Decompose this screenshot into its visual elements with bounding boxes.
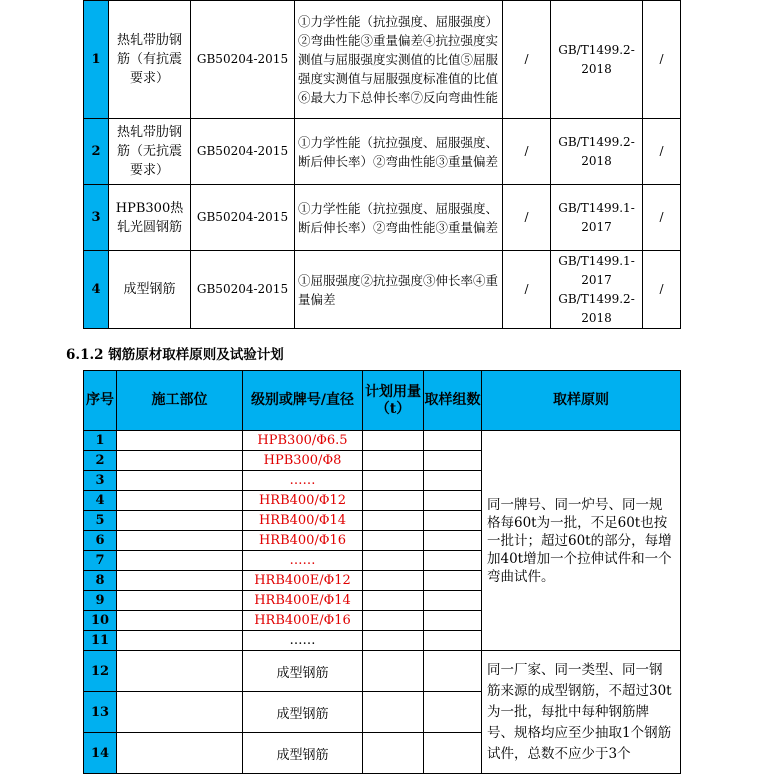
header-part: 施工部位	[117, 371, 243, 431]
grade-diameter: 成型钢筋	[243, 692, 363, 733]
grade-diameter: HRB400E/Φ14	[243, 591, 363, 611]
row-number: 9	[84, 591, 117, 611]
grade-diameter: ……	[243, 551, 363, 571]
row-number: 3	[84, 471, 117, 491]
material-name: 热轧带肋钢筋（有抗震要求）	[109, 1, 191, 119]
row-number: 3	[84, 185, 109, 251]
planned-amount	[363, 631, 424, 651]
test-parameters: ①力学性能（抗拉强度、屈服强度）②弯曲性能③重量偏差④抗拉强度实测值与屈服强度实测值的比值⑤屈服强度实测值与屈服强度标准值的比值⑥最大力下总伸长率⑦反向弯曲性能	[295, 1, 503, 119]
construction-part	[117, 733, 243, 774]
construction-part	[117, 571, 243, 591]
planned-amount	[363, 531, 424, 551]
sample-groups	[424, 531, 482, 551]
acceptance-standard: GB50204-2015	[191, 1, 295, 119]
grade-diameter: ……	[243, 631, 363, 651]
planned-amount	[363, 611, 424, 631]
cell-slash: /	[643, 185, 681, 251]
table-row	[84, 185, 681, 251]
row-number: 7	[84, 551, 117, 571]
row-number: 14	[84, 733, 117, 774]
grade-diameter: HRB400/Φ12	[243, 491, 363, 511]
sampling-plan-table	[83, 370, 681, 774]
row-number: 1	[84, 431, 117, 451]
material-name: 热轧带肋钢筋（无抗震要求）	[109, 119, 191, 185]
test-items-table	[83, 0, 681, 329]
test-parameters: ①力学性能（抗拉强度、屈服强度、断后伸长率）②弯曲性能③重量偏差	[295, 119, 503, 185]
header-groups: 取样组数	[424, 371, 482, 431]
construction-part	[117, 531, 243, 551]
sample-groups	[424, 631, 482, 651]
sample-groups	[424, 591, 482, 611]
construction-part	[117, 591, 243, 611]
product-standard: GB/T1499.2-2018	[551, 119, 643, 185]
material-name: HPB300热轧光圆钢筋	[109, 185, 191, 251]
row-number: 13	[84, 692, 117, 733]
cell-slash: /	[503, 185, 551, 251]
row-number: 5	[84, 511, 117, 531]
grade-diameter: HPB300/Φ8	[243, 451, 363, 471]
sample-groups	[424, 733, 482, 774]
construction-part	[117, 511, 243, 531]
planned-amount	[363, 692, 424, 733]
sample-groups	[424, 451, 482, 471]
construction-part	[117, 651, 243, 692]
planned-amount	[363, 591, 424, 611]
construction-part	[117, 491, 243, 511]
sample-groups	[424, 551, 482, 571]
acceptance-standard: GB50204-2015	[191, 119, 295, 185]
cell-slash: /	[643, 251, 681, 329]
grade-diameter: HRB400E/Φ16	[243, 611, 363, 631]
sample-groups	[424, 471, 482, 491]
grade-diameter: HRB400/Φ14	[243, 511, 363, 531]
planned-amount	[363, 571, 424, 591]
construction-part	[117, 692, 243, 733]
construction-part	[117, 551, 243, 571]
planned-amount	[363, 733, 424, 774]
sample-groups	[424, 511, 482, 531]
header-rule: 取样原则	[482, 371, 681, 431]
construction-part	[117, 471, 243, 491]
planned-amount	[363, 551, 424, 571]
row-number: 8	[84, 571, 117, 591]
sampling-rule-rebar: 同一牌号、同一炉号、同一规格每60t为一批，不足60t也按一批计；超过60t的部分，每增加40t增加一个拉伸试件和一个弯曲试件。	[482, 431, 681, 651]
sample-groups	[424, 571, 482, 591]
row-number: 11	[84, 631, 117, 651]
test-parameters: ①屈服强度②抗拉强度③伸长率④重量偏差	[295, 251, 503, 329]
grade-diameter: ……	[243, 471, 363, 491]
sample-groups	[424, 611, 482, 631]
planned-amount	[363, 471, 424, 491]
sampling-rule-formed-rebar: 同一厂家、同一类型、同一钢筋来源的成型钢筋，不超过30t为一批，每批中每种钢筋牌号、规格均应至少抽取1个钢筋试件，总数不应少于3个	[482, 651, 681, 774]
row-number: 4	[84, 491, 117, 511]
sample-groups	[424, 431, 482, 451]
grade-diameter: HRB400/Φ16	[243, 531, 363, 551]
cell-slash: /	[643, 119, 681, 185]
product-standard: GB/T1499.1-2017 GB/T1499.2-2018	[551, 251, 643, 329]
row-number: 4	[84, 251, 109, 329]
grade-diameter: HRB400E/Φ12	[243, 571, 363, 591]
grade-diameter: 成型钢筋	[243, 651, 363, 692]
header-amount: 计划用量（t）	[363, 371, 424, 431]
table-row	[84, 119, 681, 185]
grade-diameter: HPB300/Φ6.5	[243, 431, 363, 451]
table-row	[84, 1, 681, 119]
grade-diameter: 成型钢筋	[243, 733, 363, 774]
material-name: 成型钢筋	[109, 251, 191, 329]
section-heading: 6.1.2 钢筋原材取样原则及试验计划	[66, 347, 284, 363]
table-header-row	[84, 371, 681, 431]
row-number: 10	[84, 611, 117, 631]
sample-groups	[424, 651, 482, 692]
construction-part	[117, 431, 243, 451]
construction-part	[117, 631, 243, 651]
table-row	[84, 651, 681, 692]
sample-groups	[424, 491, 482, 511]
sample-groups	[424, 692, 482, 733]
row-number: 2	[84, 451, 117, 471]
acceptance-standard: GB50204-2015	[191, 185, 295, 251]
row-number: 12	[84, 651, 117, 692]
planned-amount	[363, 451, 424, 471]
row-number: 1	[84, 1, 109, 119]
cell-slash: /	[643, 1, 681, 119]
table-row	[84, 431, 681, 451]
planned-amount	[363, 651, 424, 692]
product-standard: GB/T1499.2-2018	[551, 1, 643, 119]
cell-slash: /	[503, 1, 551, 119]
test-parameters: ①力学性能（抗拉强度、屈服强度、断后伸长率）②弯曲性能③重量偏差	[295, 185, 503, 251]
cell-slash: /	[503, 119, 551, 185]
header-grade: 级别或牌号/直径	[243, 371, 363, 431]
planned-amount	[363, 431, 424, 451]
row-number: 6	[84, 531, 117, 551]
product-standard: GB/T1499.1-2017	[551, 185, 643, 251]
construction-part	[117, 451, 243, 471]
planned-amount	[363, 511, 424, 531]
planned-amount	[363, 491, 424, 511]
row-number: 2	[84, 119, 109, 185]
header-no: 序号	[84, 371, 117, 431]
acceptance-standard: GB50204-2015	[191, 251, 295, 329]
construction-part	[117, 611, 243, 631]
cell-slash: /	[503, 251, 551, 329]
table-row	[84, 251, 681, 329]
